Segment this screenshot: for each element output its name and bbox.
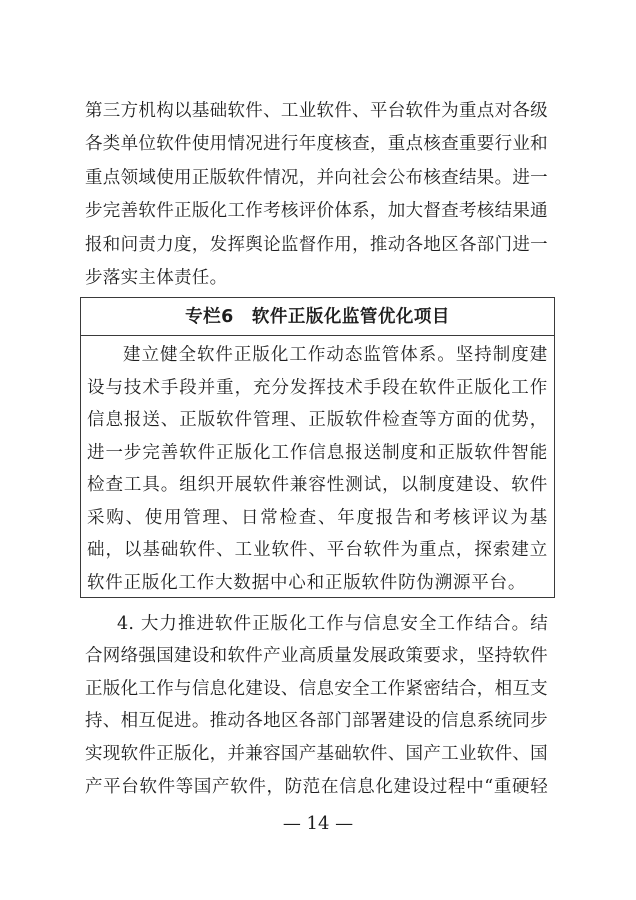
- paragraph-line: 第三方机构以基础软件、工业软件、平台软件为重点对各级: [85, 101, 548, 121]
- paragraph-line: 持、相互促进。推动各地区各部门部署建设的信息系统同步: [85, 711, 548, 732]
- paragraph-line: 合网络强国建设和软件产业高质量发展政策要求，坚持软件: [85, 646, 548, 667]
- paragraph-line: 产平台软件等国产软件，防范在信息化建设过程中“重硬轻: [85, 776, 548, 797]
- box-line: 采购、使用管理、日常检查、年度报告和考核评议为基: [87, 507, 548, 528]
- box-line: 础，以基础软件、工业软件、平台软件为重点，探索建立: [87, 540, 548, 560]
- box-title: 专栏6 软件正版化监管优化项目: [81, 298, 554, 336]
- box-line: 检查工具。组织开展软件兼容性测试，以制度建设、软件: [87, 475, 548, 495]
- sidebar-box-column-6: [80, 297, 555, 598]
- box-line: 进一步完善软件正版化工作信息报送制度和正版软件智能: [87, 442, 548, 463]
- paragraph-line: 重点领域使用正版软件情况，并向社会公布核查结果。进一: [85, 167, 548, 188]
- box-line: 信息报送、正版软件管理、正版软件检查等方面的优势，: [87, 410, 548, 430]
- box-line: 设与技术手段并重，充分发挥技术手段在软件正版化工作: [87, 377, 548, 398]
- paragraph-line: 报和问责力度，发挥舆论监督作用，推动各地区各部门进一: [85, 234, 548, 255]
- section-heading-line: 4. 大力推进软件正版化工作与信息安全工作结合。结: [117, 613, 548, 634]
- box-line: 建立健全软件正版化工作动态监管体系。坚持制度建: [123, 345, 548, 365]
- paragraph-line: 步完善软件正版化工作考核评价体系，加大督查考核结果通: [85, 201, 548, 222]
- continued-paragraph: [85, 95, 548, 295]
- box-line: 软件正版化工作大数据中心和正版软件防伪溯源平台。: [87, 572, 527, 593]
- paragraph-line: 步落实主体责任。: [85, 267, 228, 288]
- paragraph-line: 各类单位软件使用情况进行年度核查，重点核查重要行业和: [85, 134, 548, 155]
- box-body: [87, 339, 548, 599]
- page-number: — 14 —: [282, 813, 354, 834]
- section-4-paragraph: [85, 608, 548, 804]
- paragraph-line: 实现软件正版化，并兼容国产基础软件、国产工业软件、国: [85, 744, 548, 765]
- paragraph-line: 正版化工作与信息化建设、信息安全工作紧密结合，相互支: [85, 678, 548, 699]
